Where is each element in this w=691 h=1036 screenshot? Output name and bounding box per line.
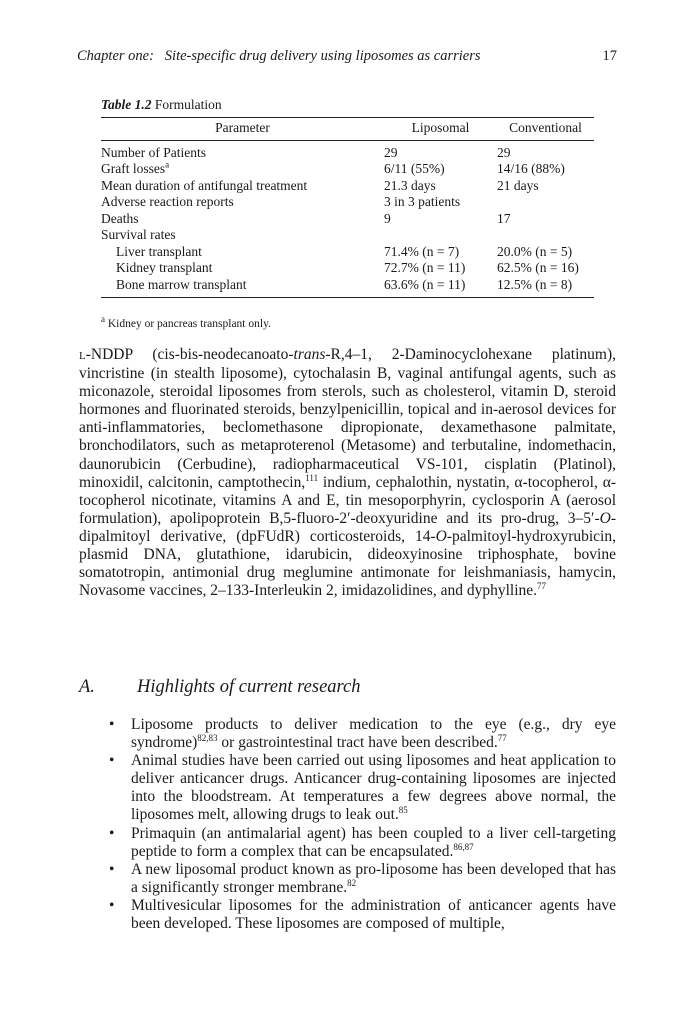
running-header-title [77, 48, 481, 65]
table-header-row [101, 118, 594, 141]
cell-liposomal: 9 [384, 210, 391, 226]
reference: 77 [497, 732, 507, 743]
list-item-text: A new liposomal product known as pro-liposome has been developed that has a significantly stronger membrane. [131, 860, 616, 896]
table-row [101, 140, 594, 161]
list-item-text: Multivesicular liposomes for the administration of anticancer agents have been developed. These liposomes are composed of multiple, [131, 896, 616, 933]
cell-conventional: 21 days [497, 177, 539, 193]
table-row [101, 194, 594, 211]
cell-parameter [101, 161, 384, 178]
list-item-text-continued: or gastrointestinal tract have been described. [217, 734, 498, 752]
table-row [101, 260, 594, 277]
cell-conventional [497, 227, 594, 244]
paragraph-text-4: -dipalmitoyl derivative, (dpFUdR) corticosteroids, 14- [79, 509, 616, 545]
cell-conventional: 62.5% (n = 16) [497, 260, 579, 275]
cell-parameter [101, 277, 384, 298]
cell-parameter [101, 244, 384, 261]
bullet-icon: • [109, 896, 115, 914]
paragraph-italic-3: O [435, 527, 447, 545]
paragraph-italic-2: O [599, 509, 611, 527]
list-item-text: Primaquin (an antimalarial agent) has been coupled to a liver cell-targeting peptide to form a complex that can be encapsulated. [131, 824, 616, 860]
table-caption [101, 97, 594, 113]
chapter-label: Chapter one: [77, 48, 154, 64]
cell-liposomal: 63.6% (n = 11) [384, 276, 466, 292]
cell-parameter [101, 227, 384, 244]
cell-parameter [101, 140, 384, 161]
column-header-liposomal: Liposomal [411, 120, 470, 135]
parameter-label: Bone marrow transplant [116, 276, 247, 292]
table-caption-label: Table 1.2 [101, 97, 152, 112]
table-row [101, 227, 594, 244]
page-number: 17 [602, 48, 617, 64]
body-paragraph [79, 346, 616, 600]
parameter-label: Survival rates [101, 227, 176, 242]
parameter-label: Liver transplant [116, 243, 202, 259]
section-heading [79, 677, 361, 698]
cell-parameter [101, 260, 384, 277]
cell-conventional: 12.5% (n = 8) [497, 276, 573, 292]
smallcaps-prefix: L [79, 350, 86, 362]
reference: 82,83 [197, 732, 218, 743]
table-row [101, 277, 594, 298]
table-row [101, 211, 594, 228]
cell-liposomal: 6/11 (55%) [384, 161, 445, 176]
cell-parameter [101, 194, 384, 211]
cell-conventional: 29 [497, 144, 511, 160]
list-item [79, 716, 616, 752]
cell-conventional [497, 194, 594, 211]
cell-liposomal: 71.4% (n = 7) [384, 243, 460, 259]
table-row [101, 244, 594, 261]
list-item [79, 897, 616, 933]
table-footnote [101, 314, 271, 330]
bullet-icon: • [109, 824, 115, 842]
footnote-mark: a [101, 314, 105, 325]
table-body [101, 140, 594, 298]
column-header-conventional: Conventional [509, 120, 582, 135]
chapter-title: Site-specific drug delivery using liposomes as carriers [164, 48, 481, 64]
parameter-label: Deaths [101, 210, 139, 226]
reference-77: 77 [537, 581, 546, 592]
footnote-text: Kidney or pancreas transplant only. [107, 318, 271, 330]
highlights-list [79, 716, 616, 933]
parameter-label: Mean duration of antifungal treatment [101, 177, 308, 193]
table-caption-text: Formulation [154, 97, 222, 112]
reference: 86,87 [453, 841, 474, 852]
parameter-label: Adverse reaction reports [101, 194, 234, 209]
section-number: A. [79, 677, 95, 697]
bullet-icon: • [109, 860, 115, 878]
reference: 85 [398, 805, 408, 816]
paragraph-text-1: -NDDP (cis-bis-neodecanoato- [85, 346, 294, 363]
paragraph-text-5: -palmitoyl-hydroxyrubicin, plasmid DNA, glutathione, idarubicin, dideoxyinosine triphosphate, bovine somatotropin, antimonial drug meglumine antimonate for leishmaniasis, hamycin, Novasome vaccines, 2–133-Interleukin 2, imidazolidines, and dyphylline. [79, 527, 616, 600]
formulation-table [101, 117, 594, 298]
formulation-table-block [101, 97, 594, 298]
cell-conventional: 14/16 (88%) [497, 161, 565, 176]
cell-parameter [101, 178, 384, 195]
column-header-parameter: Parameter [215, 120, 270, 135]
reference: 82 [347, 877, 357, 888]
list-item [79, 825, 616, 861]
parameter-label: Kidney transplant [116, 260, 213, 275]
parameter-label: Number of Patients [101, 144, 206, 160]
table-row [101, 161, 594, 178]
cell-liposomal: 21.3 days [384, 177, 436, 193]
parameter-label: Graft losses [101, 161, 166, 176]
bullet-icon: • [109, 716, 115, 733]
cell-liposomal: 3 in 3 patients [384, 194, 461, 209]
running-header [77, 48, 617, 68]
cell-conventional: 17 [497, 210, 511, 226]
section-title: Highlights of current research [137, 677, 361, 697]
cell-liposomal [384, 227, 497, 244]
table-row [101, 178, 594, 195]
paragraph-text-3: indium, cephalothin, nystatin, α-tocopherol, α-tocopherol nicotinate, vitamins A and E, tin mesoporphyrin, cyclosporin A (aerosol formulation), apolipoprotein B,5-fluoro-2′-deoxyuridine and its pro-drug, 3–5′- [79, 473, 616, 527]
list-item [79, 752, 616, 824]
list-item-text: Liposome products to deliver medication to the eye (e.g., dry eye syndrome) [131, 716, 616, 752]
paragraph-italic-1: trans [293, 346, 326, 363]
reference-111: 111 [305, 472, 319, 483]
footnote-marker: a [165, 159, 170, 170]
paragraph-text-2: -R,4–1, 2-Daminocyclohexane platinum), vincristine (in stealth liposome), cytochalasin B, vaginal antifungal agents, such as miconazole, steroidal liposomes from sterols, such as cholesterol, vitamin D, steroid hormones and fluorinated steroids, benzylpenicillin, topical and in-aerosol devices for anti-inflammatories, beclomethasone dipropionate, dexamethasone palmitate, bronchodilators, such as metaproterenol (Metasome) and terbutaline, indomethacin, daunorubicin (Cerbudine), radiopharmaceutical VS-101, cisplatin (Platinol), minoxidil, calcitonin, camptothecin, [79, 346, 616, 491]
bullet-icon: • [109, 752, 115, 770]
cell-parameter [101, 211, 384, 228]
cell-liposomal: 72.7% (n = 11) [384, 260, 466, 275]
cell-liposomal: 29 [384, 144, 398, 160]
cell-conventional: 20.0% (n = 5) [497, 243, 573, 259]
list-item-text: Animal studies have been carried out using liposomes and heat application to deliver anticancer drugs. Anticancer drug-containing liposomes are injected into the bloodstream. At temperatures a few degrees above normal, the liposomes melt, allowing drugs to leak out. [131, 752, 616, 824]
list-item [79, 861, 616, 897]
